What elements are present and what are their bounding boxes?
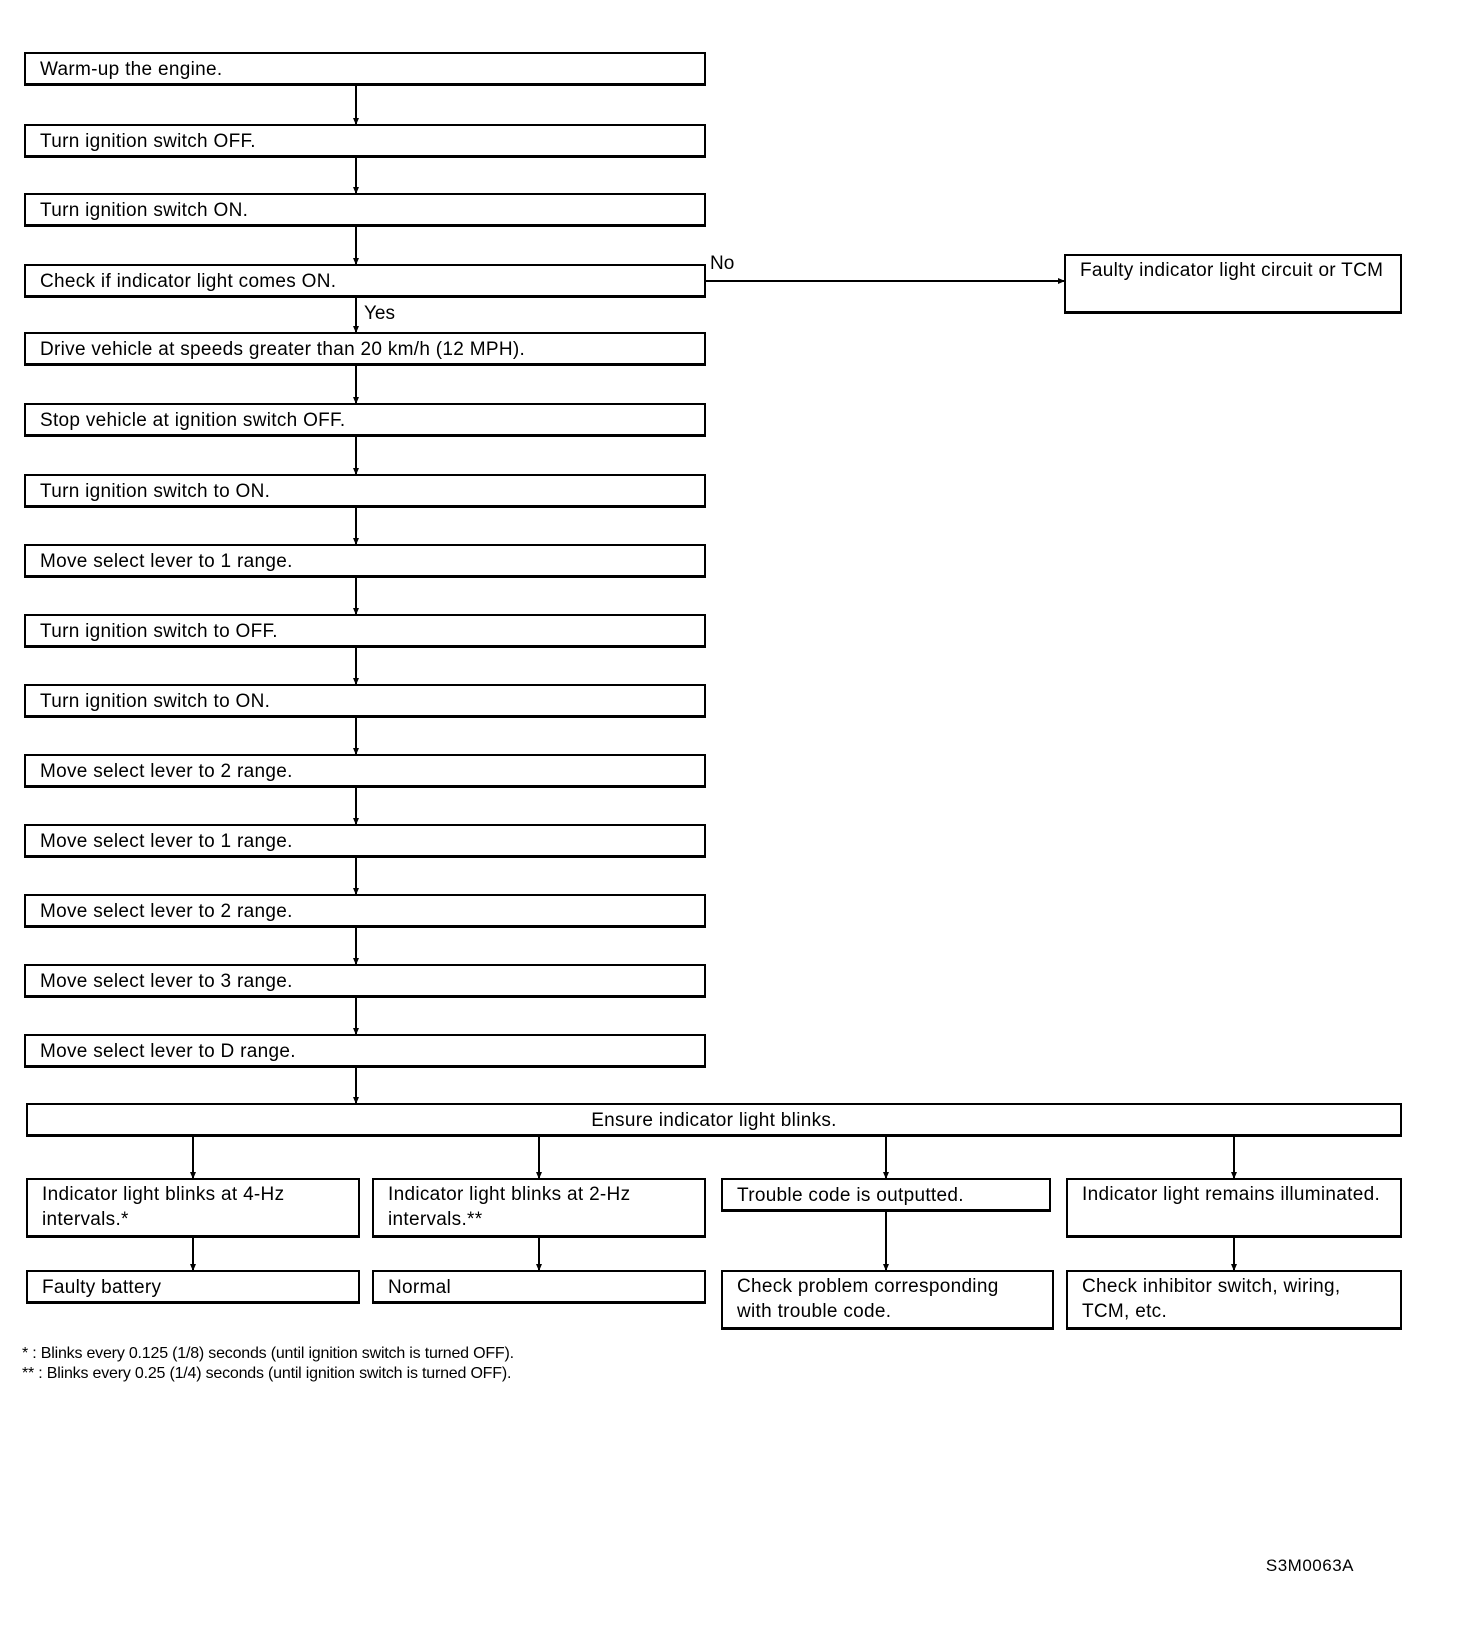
step-ignition-on: Turn ignition switch ON. (24, 193, 706, 227)
outcome-trouble-code: Trouble code is outputted. (721, 1178, 1051, 1212)
no-label: No (710, 253, 735, 274)
yes-label: Yes (364, 303, 395, 324)
ensure-indicator-blinks: Ensure indicator light blinks. (26, 1103, 1402, 1137)
faulty-indicator-circuit-box: Faulty indicator light circuit or TCM (1064, 254, 1402, 314)
step-lever-3-range: Move select lever to 3 range. (24, 964, 706, 998)
step-lever-1-range-2: Move select lever to 1 range. (24, 824, 706, 858)
footnote-2hz: ** : Blinks every 0.25 (1/4) seconds (until ignition switch is turned OFF). (22, 1365, 512, 1382)
step-drive-vehicle: Drive vehicle at speeds greater than 20 km/h (12 MPH). (24, 332, 706, 366)
step-ignition-to-off: Turn ignition switch to OFF. (24, 614, 706, 648)
step-lever-1-range: Move select lever to 1 range. (24, 544, 706, 578)
result-faulty-battery: Faulty battery (26, 1270, 360, 1304)
outcome-2hz-blink: Indicator light blinks at 2-Hz intervals.** (372, 1178, 706, 1238)
result-normal: Normal (372, 1270, 706, 1304)
step-lever-2-range: Move select lever to 2 range. (24, 754, 706, 788)
outcome-light-illuminated: Indicator light remains illuminated. (1066, 1178, 1402, 1238)
step-stop-vehicle: Stop vehicle at ignition switch OFF. (24, 403, 706, 437)
step-ignition-to-on-2: Turn ignition switch to ON. (24, 684, 706, 718)
footnote-4hz: * : Blinks every 0.125 (1/8) seconds (until ignition switch is turned OFF). (22, 1345, 514, 1362)
step-warm-up-engine: Warm-up the engine. (24, 52, 706, 86)
step-lever-2-range-2: Move select lever to 2 range. (24, 894, 706, 928)
result-check-trouble-code: Check problem corresponding with trouble code. (721, 1270, 1054, 1330)
step-ignition-to-on: Turn ignition switch to ON. (24, 474, 706, 508)
outcome-4hz-blink: Indicator light blinks at 4-Hz intervals.* (26, 1178, 360, 1238)
result-check-inhibitor-switch: Check inhibitor switch, wiring, TCM, etc. (1066, 1270, 1402, 1330)
step-lever-d-range: Move select lever to D range. (24, 1034, 706, 1068)
figure-code: S3M0063A (1265, 1556, 1354, 1575)
step-ignition-off: Turn ignition switch OFF. (24, 124, 706, 158)
step-check-indicator-light: Check if indicator light comes ON. (24, 264, 706, 298)
